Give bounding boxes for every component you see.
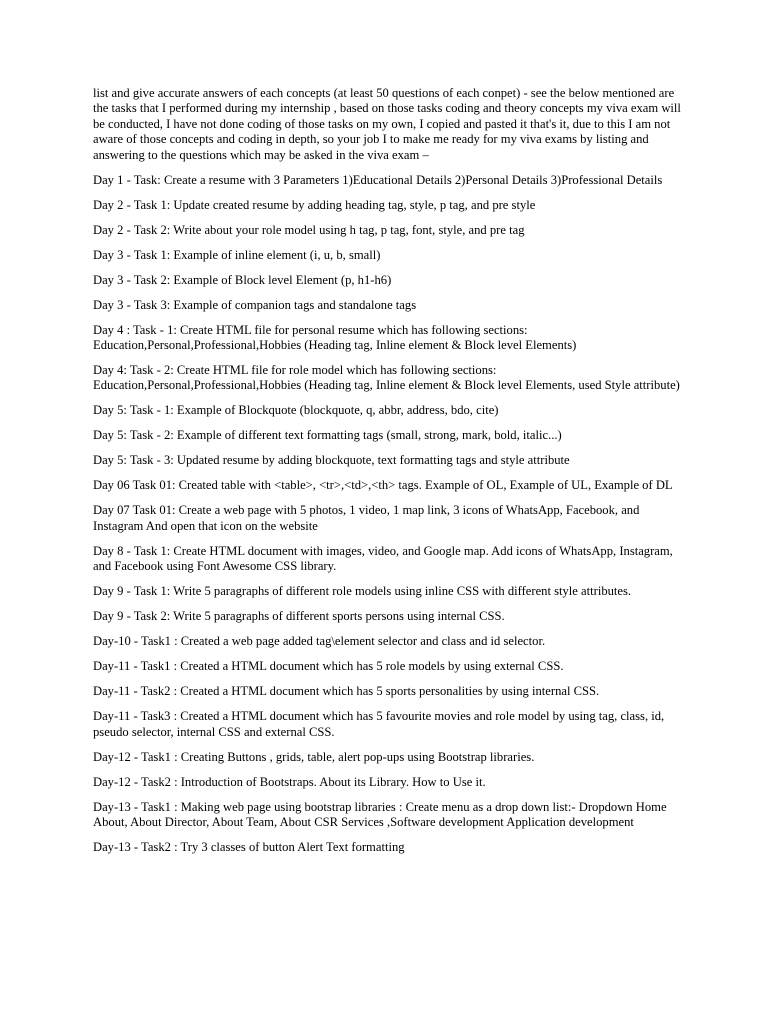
task-day11-3: Day-11 - Task3 : Created a HTML document which has 5 favourite movies and role model by using tag, class, id, pseudo selector, internal CSS and external CSS. [93,709,665,739]
task-day3-3: Day 3 - Task 3: Example of companion tags and standalone tags [93,297,417,312]
task-day1: Day 1 - Task: Create a resume with 3 Parameters 1)Educational Details 2)Personal Details 3)Professional Details [93,172,663,187]
task-day3-1: Day 3 - Task 1: Example of inline element (i, u, b, small) [93,247,381,262]
task-day7-1: Day 07 Task 01: Create a web page with 5 photos, 1 video, 1 map link, 3 icons of WhatsApp, Facebook, and Instagram And open that icon on the website [93,503,640,533]
task-day10-1: Day-10 - Task1 : Created a web page added tag\element selector and class and id selector. [93,634,546,649]
task-day2-1: Day 2 - Task 1: Update created resume by adding heading tag, style, p tag, and pre style [93,197,536,212]
task-day13-1: Day-13 - Task1 : Making web page using bootstrap libraries : Create menu as a drop down list:- Dropdown Home About, About Director, About Team, About CSR Services ,Software development Application development [93,799,667,830]
task-day6-1: Day 06 Task 01: Created table with <table>, <tr>,<td>,<th> tags. Example of OL, Example of UL, Example of DL [93,478,673,493]
task-day8-1: Day 8 - Task 1: Create HTML document with images, video, and Google map. Add icons of WhatsApp, Instagram, and Facebook using Font Awesome CSS library. [93,543,673,574]
document-page [93,86,681,865]
task-day4-2: Day 4: Task - 2: Create HTML file for role model which has following sections: Education,Personal,Professional,Hobbies (Heading tag, Inline element & Block level Elements, used Style attribute) [93,363,680,393]
task-day9-2: Day 9 - Task 2: Write 5 paragraphs of different sports persons using internal CSS. [93,609,505,624]
task-day5-2: Day 5: Task - 2: Example of different text formatting tags (small, strong, mark, bold, italic...) [93,428,562,443]
task-day12-1: Day-12 - Task1 : Creating Buttons , grids, table, alert pop-ups using Bootstrap libraries. [93,749,535,764]
intro-paragraph: list and give accurate answers of each concepts (at least 50 questions of each conpet) - see the below mentioned are the tasks that I performed during my internship , based on those tasks coding and theory concepts my viva exam will be conducted, I have not done coding of those tasks on my own, I copied and pasted it that's it, due to this I am not aware of those concepts and coding in depth, so your job I to make me ready for my viva exams by listing and answering to the questions which may be asked in the viva exam – [93,86,681,162]
task-day11-2: Day-11 - Task2 : Created a HTML document which has 5 sports personalities by using internal CSS. [93,684,600,699]
task-day13-2: Day-13 - Task2 : Try 3 classes of button Alert Text formatting [93,840,405,855]
task-day12-2: Day-12 - Task2 : Introduction of Bootstraps. About its Library. How to Use it. [93,774,486,789]
task-day5-3: Day 5: Task - 3: Updated resume by adding blockquote, text formatting tags and style attribute [93,453,570,468]
task-day2-2: Day 2 - Task 2: Write about your role model using h tag, p tag, font, style, and pre tag [93,222,525,237]
task-day9-1: Day 9 - Task 1: Write 5 paragraphs of different role models using inline CSS with different style attributes. [93,584,632,599]
task-day5-1: Day 5: Task - 1: Example of Blockquote (blockquote, q, abbr, address, bdo, cite) [93,403,499,418]
task-day11-1: Day-11 - Task1 : Created a HTML document which has 5 role models by using external CSS. [93,659,564,674]
task-day4-1: Day 4 : Task - 1: Create HTML file for personal resume which has following sections: Education,Personal,Professional,Hobbies (Heading tag, Inline element & Block level Elements) [93,322,577,353]
task-day3-2: Day 3 - Task 2: Example of Block level Element (p, h1-h6) [93,272,392,287]
